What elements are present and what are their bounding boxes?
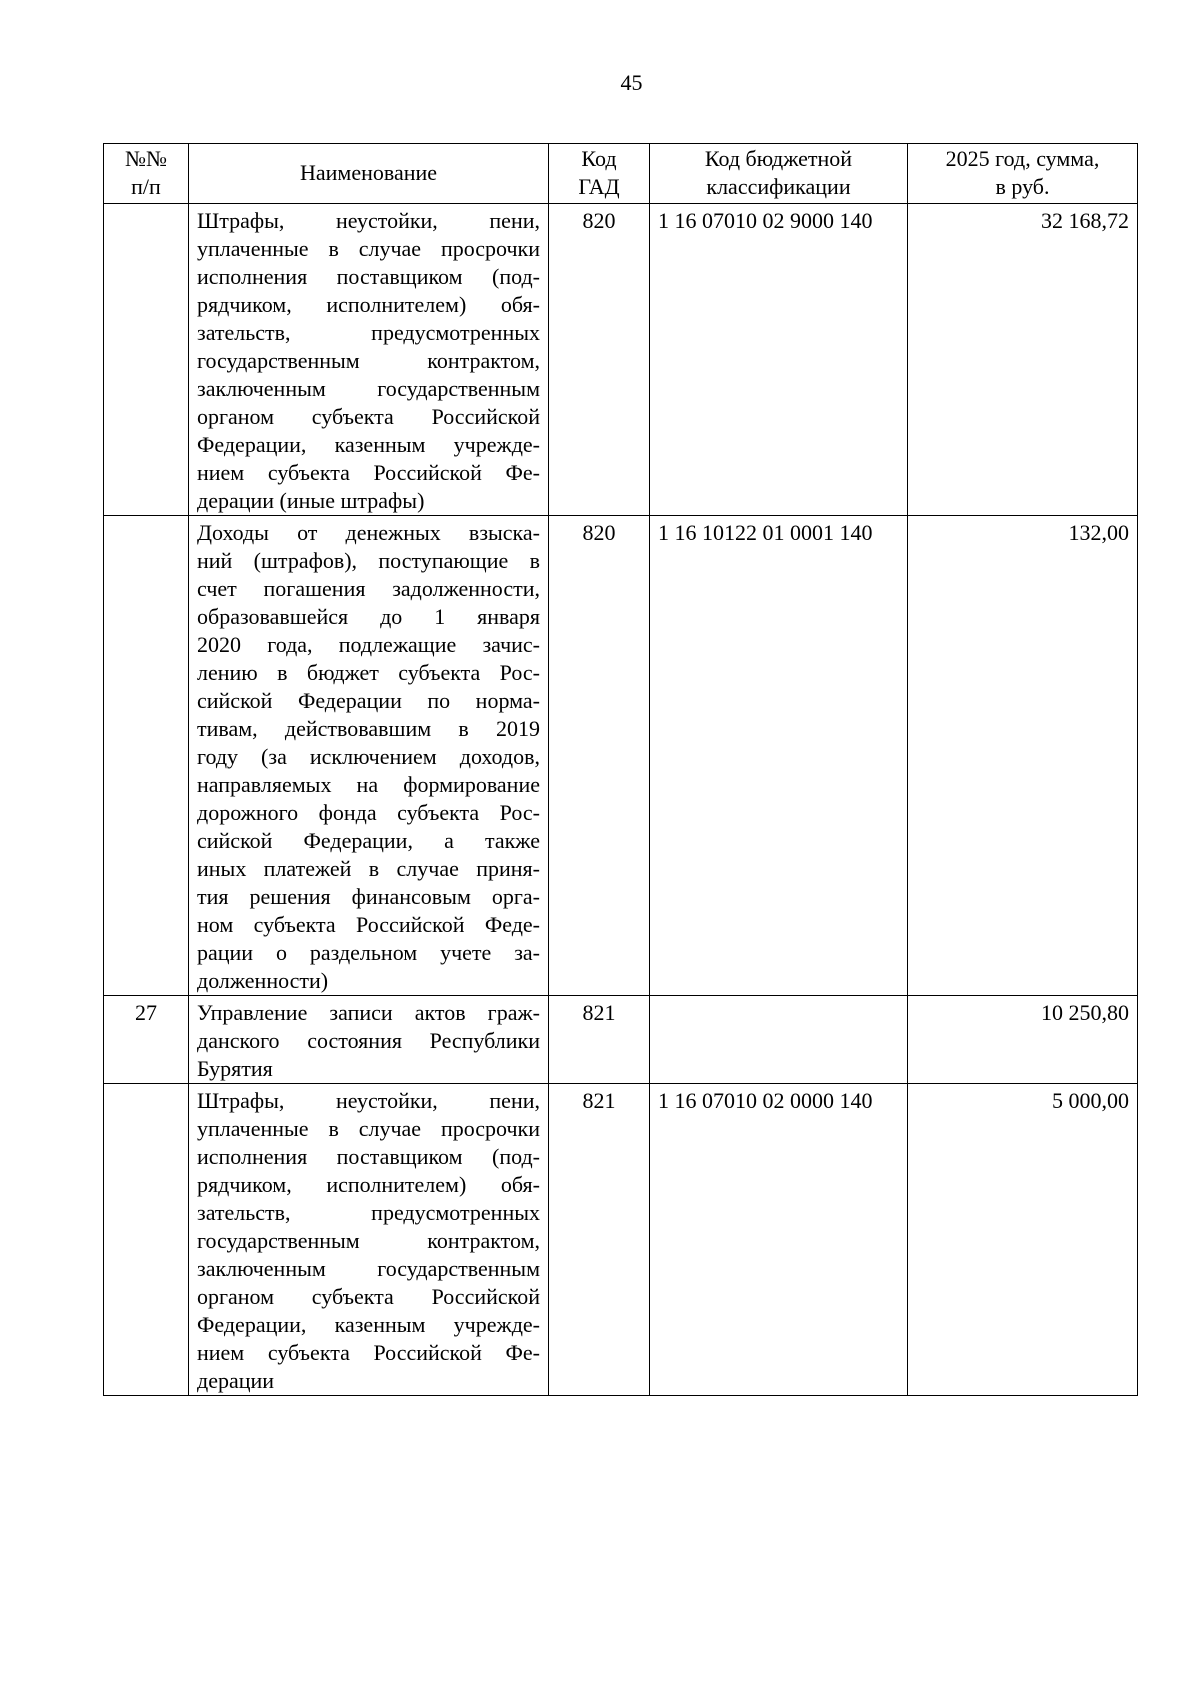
row-name-line: государственным контрактом, — [197, 1228, 540, 1253]
budget-revenue-table — [103, 143, 1138, 1396]
row-name-line: сийской Федерации по норма- — [197, 688, 540, 713]
table-row — [104, 516, 1138, 996]
row-name-line: сийской Федерации, а также — [197, 828, 540, 853]
row-name-line: органом субъекта Российской — [197, 404, 540, 429]
row-name-line: тивам, действовавшим в 2019 — [197, 716, 540, 741]
row-name — [189, 1084, 549, 1396]
table-row — [104, 204, 1138, 516]
header-number-label: №№ п/п — [125, 146, 167, 199]
header-sum-label: 2025 год, сумма, в руб. — [945, 146, 1100, 199]
row-name-line: уплаченные в случае просрочки — [197, 1116, 540, 1141]
row-gad-code: 821 — [549, 1084, 650, 1396]
row-gad-code: 821 — [549, 996, 650, 1084]
table-row — [104, 1084, 1138, 1396]
row-budget-code: 1 16 10122 01 0001 140 — [650, 516, 908, 996]
row-name-line: уплаченные в случае просрочки — [197, 236, 540, 261]
row-budget-code: 1 16 07010 02 9000 140 — [650, 204, 908, 516]
row-name-line: дорожного фонда субъекта Рос- — [197, 800, 540, 825]
row-name-line: данского состояния Республики — [197, 1028, 540, 1053]
row-budget-code: 1 16 07010 02 0000 140 — [650, 1084, 908, 1396]
row-gad-code: 820 — [549, 204, 650, 516]
row-budget-code — [650, 996, 908, 1084]
row-name-line: заключенным государственным — [197, 376, 540, 401]
row-name-line: иных платежей в случае приня- — [197, 856, 540, 881]
row-name-line: рации о раздельном учете за- — [197, 940, 540, 965]
row-name-line: Управление записи актов граж- — [197, 1000, 540, 1025]
row-name-line: Федерации, казенным учрежде- — [197, 1312, 540, 1337]
row-name-line: Федерации, казенным учрежде- — [197, 432, 540, 457]
row-name — [189, 204, 549, 516]
row-name-line: рядчиком, исполнителем) обя- — [197, 292, 540, 317]
row-number — [104, 204, 189, 516]
row-name-line: нием субъекта Российской Фе- — [197, 1340, 540, 1365]
row-name-line: счет погашения задолженности, — [197, 576, 540, 601]
row-name-line: лению в бюджет субъекта Рос- — [197, 660, 540, 685]
row-name-line: органом субъекта Российской — [197, 1284, 540, 1309]
table-header-row — [104, 144, 1138, 204]
header-kbk-label: Код бюджетной классификации — [704, 146, 853, 199]
row-amount: 32 168,72 — [908, 204, 1138, 516]
row-name-line: образовавшейся до 1 января — [197, 604, 540, 629]
row-name-line: заключенным государственным — [197, 1256, 540, 1281]
row-number — [104, 1084, 189, 1396]
row-name-line: Бурятия — [197, 1056, 273, 1081]
row-amount: 10 250,80 — [908, 996, 1138, 1084]
table-body — [104, 204, 1138, 1396]
table-row — [104, 996, 1138, 1084]
row-name-line: направляемых на формирование — [197, 772, 540, 797]
row-name-line: ном субъекта Российской Феде- — [197, 912, 540, 937]
header-name: Наименование — [189, 144, 549, 204]
row-name-line: тия решения финансовым орга- — [197, 884, 540, 909]
row-number — [104, 516, 189, 996]
row-name-line: исполнения поставщиком (под- — [197, 1144, 540, 1169]
page-number: 45 — [620, 70, 643, 95]
row-name-line: зательств, предусмотренных — [197, 1200, 540, 1225]
row-name-line: Штрафы, неустойки, пени, — [197, 208, 540, 233]
row-gad-code: 820 — [549, 516, 650, 996]
row-name-line: Доходы от денежных взыска- — [197, 520, 540, 545]
row-name-line: исполнения поставщиком (под- — [197, 264, 540, 289]
row-name-line: нием субъекта Российской Фе- — [197, 460, 540, 485]
header-kbk — [650, 144, 908, 204]
row-name — [189, 516, 549, 996]
header-sum — [908, 144, 1138, 204]
header-gad — [549, 144, 650, 204]
row-name-line: государственным контрактом, — [197, 348, 540, 373]
header-number — [104, 144, 189, 204]
row-name-line: дерации — [197, 1368, 275, 1393]
row-amount: 132,00 — [908, 516, 1138, 996]
row-name-line: Штрафы, неустойки, пени, — [197, 1088, 540, 1113]
row-name-line: дерации (иные штрафы) — [197, 488, 425, 513]
row-name — [189, 996, 549, 1084]
row-name-line: долженности) — [197, 968, 329, 993]
row-name-line: рядчиком, исполнителем) обя- — [197, 1172, 540, 1197]
row-name-line: 2020 года, подлежащие зачис- — [197, 632, 540, 657]
row-name-line: зательств, предусмотренных — [197, 320, 540, 345]
row-name-line: году (за исключением доходов, — [197, 744, 540, 769]
row-amount: 5 000,00 — [908, 1084, 1138, 1396]
header-gad-label: Код ГАД — [578, 146, 620, 199]
row-number: 27 — [104, 996, 189, 1084]
row-name-line: ний (штрафов), поступающие в — [197, 548, 540, 573]
